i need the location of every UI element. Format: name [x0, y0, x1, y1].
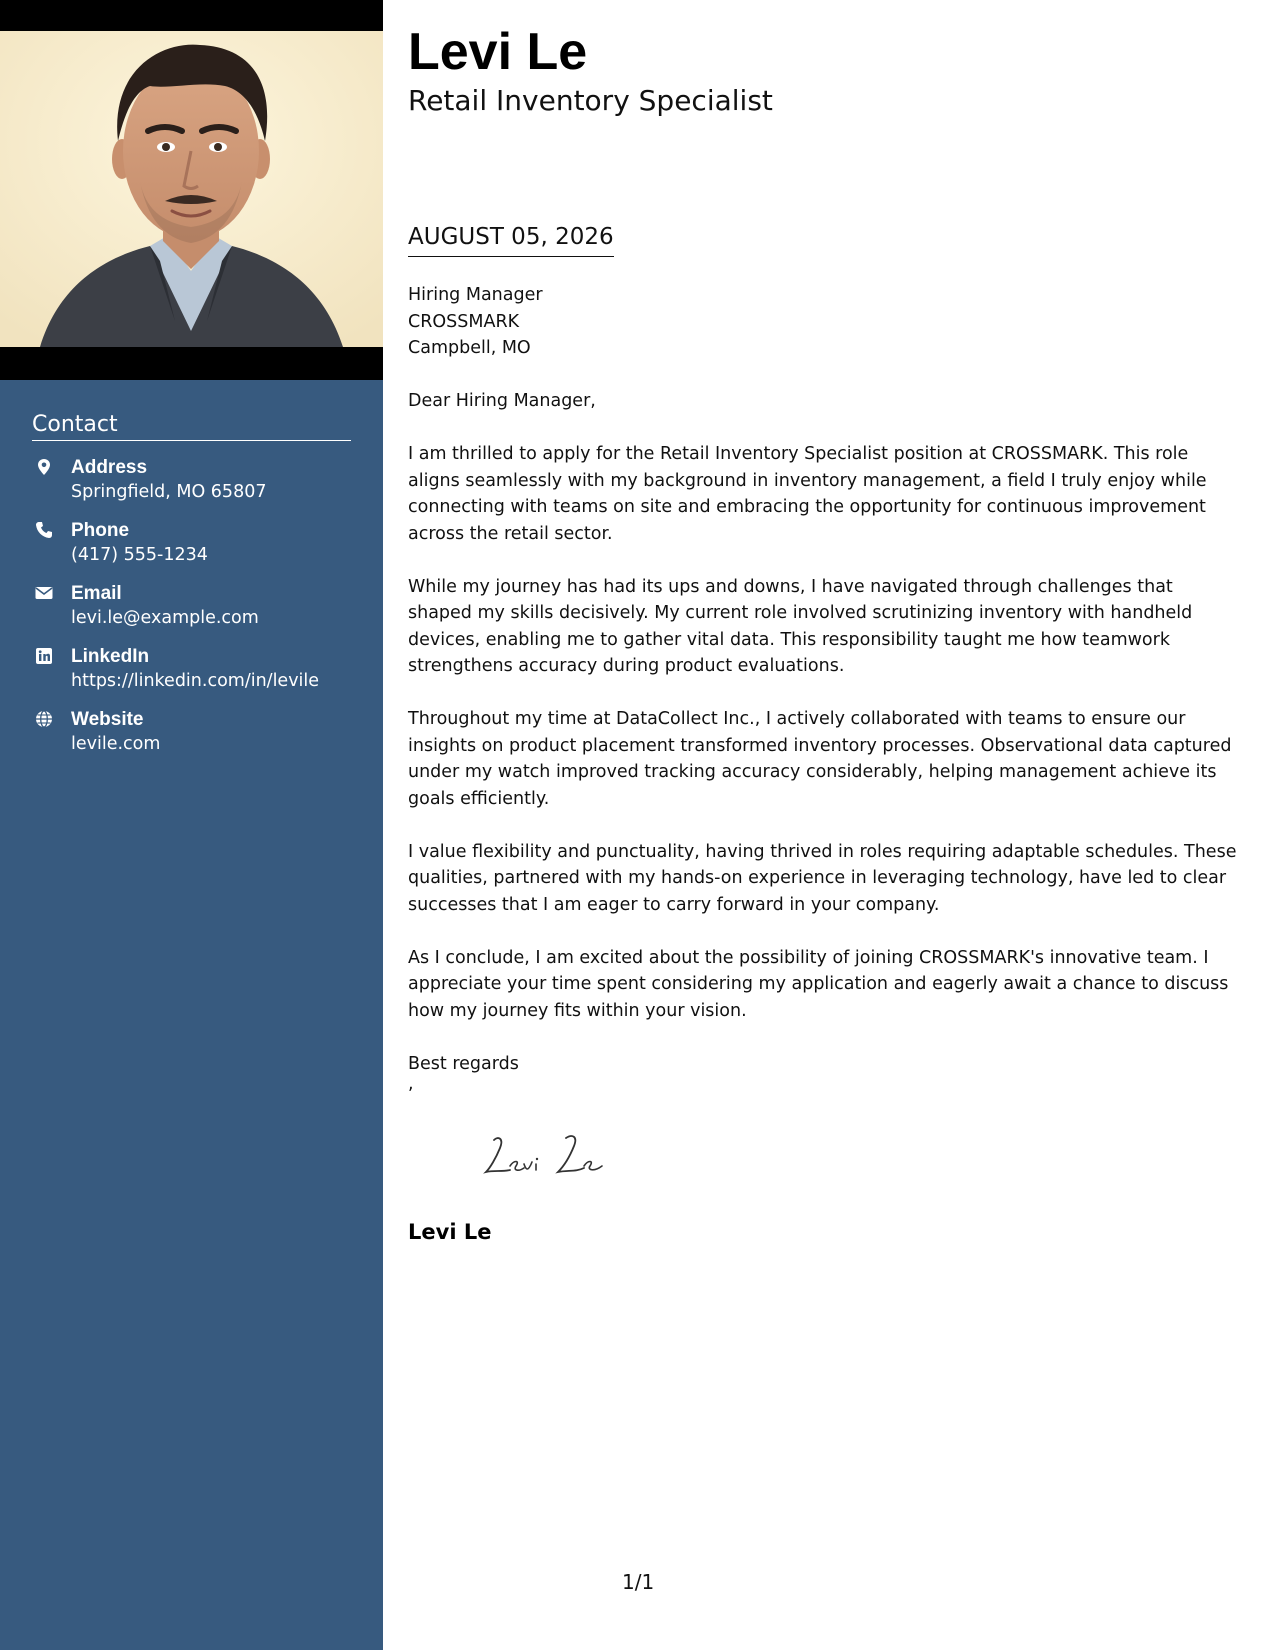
map-pin-icon — [35, 458, 53, 476]
contact-label: Website — [71, 709, 144, 730]
paragraph: As I conclude, I am excited about the possibility of joining CROSSMARK's innovative team. I appreciate your time spent considering my application and eagerly await a chance to discuss how my journey fits within your vision. — [408, 947, 1229, 1021]
signer-name: Levi Le — [408, 1220, 492, 1244]
linkedin-value[interactable]: https://linkedin.com/in/levile — [71, 671, 320, 691]
globe-icon — [35, 710, 53, 728]
paragraph: Throughout my time at DataCollect Inc., I actively collaborated with teams to ensure our insights on product placement transformed inventory processes. Observational data captured under my watch improved tracking accuracy considerably, helping management achieve its goals efficiently. — [408, 709, 1232, 809]
contact-item-phone — [32, 519, 362, 582]
email-value[interactable]: levi.le@example.com — [71, 608, 259, 628]
linkedin-icon — [35, 647, 53, 665]
paragraph: I am thrilled to apply for the Retail Inventory Specialist position at CROSSMARK. This role aligns seamlessly with my background in inventory management, a field I truly enjoy while connecting with teams on site and embracing the opportunity for continuous improvement across the retail sector. — [408, 444, 1207, 544]
website-value[interactable]: levile.com — [71, 734, 161, 754]
phone-icon — [35, 521, 53, 539]
photo-frame — [0, 0, 383, 380]
signature — [480, 1128, 610, 1183]
paragraph: I value flexibility and punctuality, having thrived in roles requiring adaptable schedules. These qualities, partnered with my hands-on experience in leveraging technology, have led to clear successes that I am eager to carry forward in your company. — [408, 841, 1237, 915]
letter-text — [408, 388, 1238, 1104]
contact-label: Email — [71, 583, 122, 604]
letter-date: AUGUST 05, 2026 — [408, 224, 614, 257]
envelope-icon — [35, 584, 53, 602]
contact-item-address — [32, 456, 362, 519]
recipient-location: Campbell, MO — [408, 338, 531, 358]
contact-heading: Contact — [32, 412, 351, 441]
contact-item-linkedin — [32, 645, 362, 708]
closing-comma: , — [408, 1074, 414, 1094]
contact-item-website — [32, 708, 362, 771]
profile-photo — [0, 31, 383, 347]
closing: Best regards — [408, 1053, 519, 1074]
job-title: Retail Inventory Specialist — [408, 84, 773, 117]
contact-label: LinkedIn — [71, 646, 150, 667]
contact-list — [32, 456, 362, 771]
contact-label: Phone — [71, 520, 130, 541]
recipient-company: CROSSMARK — [408, 311, 520, 332]
contact-item-email — [32, 582, 362, 645]
sidebar — [0, 0, 383, 1650]
applicant-name: Levi Le — [408, 23, 588, 81]
recipient-line: Hiring Manager — [408, 285, 543, 305]
page-number: 1/1 — [622, 1570, 655, 1594]
salutation: Dear Hiring Manager, — [408, 391, 596, 411]
contact-label: Address — [71, 457, 148, 478]
address-value: Springfield, MO 65807 — [71, 482, 267, 502]
paragraph: While my journey has had its ups and downs, I have navigated through challenges that shaped my skills decisively. My current role involved scrutinizing inventory with handheld devices, enabling me to gather vital data. This responsibility taught me how teamwork strengthens accuracy during product evaluations. — [408, 576, 1193, 676]
recipient-block — [408, 282, 543, 362]
phone-value: (417) 555-1234 — [71, 545, 208, 565]
